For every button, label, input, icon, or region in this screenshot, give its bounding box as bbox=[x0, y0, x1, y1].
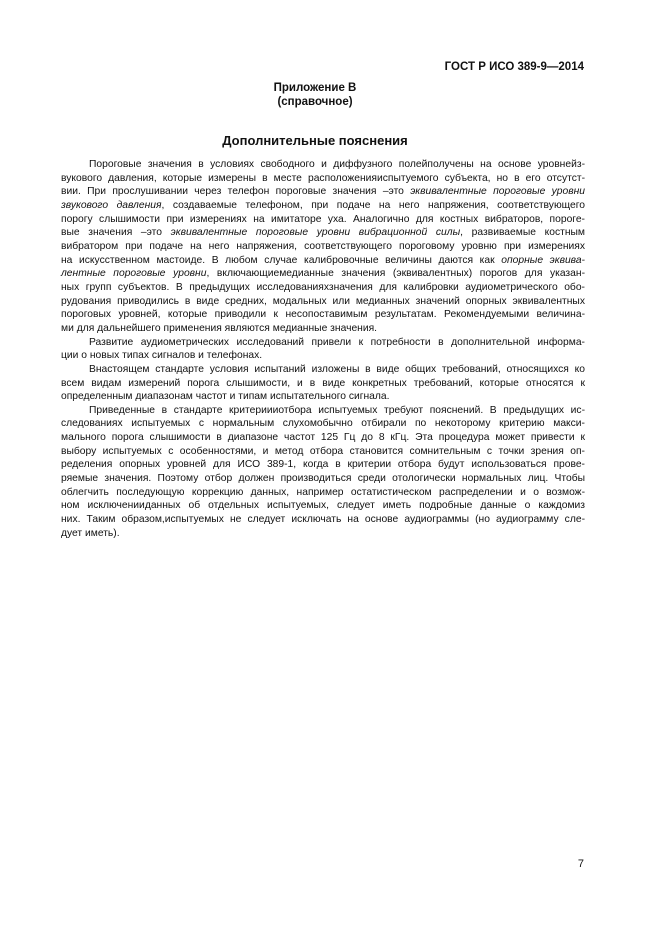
paragraph bbox=[61, 158, 585, 336]
page-number: 7 bbox=[577, 858, 584, 870]
line-text: вибратором при подаче на него напряжения, соответствующего пороговому уровню при измерениях bbox=[61, 240, 585, 252]
text-line bbox=[61, 185, 585, 199]
line-text: , создаваемые телефоном, при подаче на него напряжения, соответствующего bbox=[161, 199, 586, 211]
text-line bbox=[61, 417, 585, 431]
line-text: рудования приводились в виде средних, модальных или медианных значений опорных эквивалентных bbox=[61, 295, 585, 307]
paragraph bbox=[61, 336, 585, 363]
text-line bbox=[61, 527, 585, 541]
text-line bbox=[61, 472, 585, 486]
line-text: ном исключенииданных об отдельных испытуемых, следует иметь подробные данные о каждомиз bbox=[61, 500, 585, 512]
line-text: ряемые значения. Поэтому отбор должен производиться среди отологически нормальных лиц. Чтобы bbox=[61, 473, 585, 485]
italic-term: эквивалентные пороговые уровни вибрационной силы bbox=[170, 227, 461, 239]
annex-title: Приложение В bbox=[273, 82, 357, 94]
italic-term: лентные пороговые уровни bbox=[61, 268, 207, 280]
text-line bbox=[61, 308, 585, 322]
line-text: Приведенные в стандарте критериииотбора испытуемых требуют пояснений. В предыдущих ис- bbox=[89, 404, 585, 416]
italic-term: эквивалентные пороговые уровни bbox=[410, 186, 585, 198]
text-line bbox=[61, 363, 585, 377]
text-line bbox=[61, 404, 585, 418]
text-line bbox=[61, 458, 585, 472]
text-line bbox=[61, 513, 585, 527]
paragraph bbox=[61, 404, 585, 541]
text-line bbox=[61, 226, 585, 240]
text-line bbox=[61, 281, 585, 295]
line-text: облегчить последующую коррекцию данных, например остатистическом распределении и о возмож- bbox=[61, 486, 585, 498]
annex-header bbox=[0, 82, 630, 109]
italic-term: звукового давления bbox=[61, 199, 162, 211]
text-line bbox=[61, 486, 585, 500]
text-line bbox=[61, 322, 585, 336]
line-text: пороговых уровней, которые приводили к несопоставимым результатам. Рекомендуемыми величина- bbox=[61, 309, 585, 321]
line-text: мального порога слышимости в диапазоне частот 125 Гц до 8 кГц. Эта процедура может привести к bbox=[61, 432, 585, 444]
line-text: ределения опорных уровней для ИСО 389-1, когда в критерии отбора будут использоваться прове- bbox=[61, 459, 585, 471]
text-line bbox=[61, 199, 585, 213]
document-code: ГОСТ Р ИСО 389-9—2014 bbox=[444, 61, 584, 73]
text-line bbox=[61, 349, 585, 363]
line-text: определенным диапазонам частот и типам испытательного сигнала. bbox=[61, 391, 390, 403]
line-text: порогу слышимости при измерениях на имитаторе уха. Аналогично для костных вибраторов, пороге- bbox=[61, 213, 585, 225]
line-text: всем видам измерений порога слышимости, и в виде конкретных требований, которые относятся к bbox=[61, 377, 585, 389]
line-text: вукового давления, которые измерены в месте расположенияиспытуемого субъекта, но в его отсутст- bbox=[61, 172, 585, 184]
text-line bbox=[61, 336, 585, 350]
text-line bbox=[61, 431, 585, 445]
line-text: Внастоящем стандарте условия испытаний изложены в виде общих требований, относящихся ко bbox=[89, 363, 585, 375]
line-text: них. Таким образом,испытуемых не следует исключать на основе аудиограммы (но аудиограмму сле- bbox=[61, 514, 585, 526]
line-text: , развиваемые костным bbox=[460, 227, 586, 239]
text-line bbox=[61, 295, 585, 309]
line-text: , включающиемедианные значения (эквивалентных) порогов для указан- bbox=[206, 268, 585, 280]
paragraph bbox=[61, 363, 585, 404]
line-text: Пороговые значения в условиях свободного и диффузного полейполучены на основе уровнейз- bbox=[89, 159, 585, 170]
text-line bbox=[61, 267, 585, 281]
annex-type: (справочное) bbox=[277, 95, 353, 108]
line-text: ных групп субъектов. В предыдущих исследованияхзначения для калибровки аудиометрического обо- bbox=[61, 281, 585, 293]
line-text: следованиях испытуемых с нормальным слухомобычно отбирали по некоторому критерию макси- bbox=[61, 418, 585, 430]
line-text: на искусственном мастоиде. В любом случае калибровочные величины даются как bbox=[61, 254, 502, 266]
text-line bbox=[61, 213, 585, 227]
line-text: вии. При прослушивании через телефон пороговые значения –это bbox=[61, 186, 411, 198]
line-text: ми для дальнейшего применения являются медианные значения. bbox=[61, 322, 378, 334]
line-text: вые значения –это bbox=[61, 227, 171, 239]
line-text: выбору испытуемых с особенностями, и метод отбора становится сомнительным с точки зрения оп- bbox=[61, 445, 585, 457]
line-text: Развитие аудиометрических исследований привели к потребности в дополнительной информа- bbox=[89, 336, 585, 348]
text-line bbox=[61, 158, 585, 172]
line-text: ции о новых типах сигналов и телефонах. bbox=[61, 350, 263, 362]
section-heading: Дополнительные пояснения bbox=[222, 133, 408, 148]
text-line bbox=[61, 172, 585, 186]
text-line bbox=[61, 390, 585, 404]
line-text: дует иметь). bbox=[61, 527, 120, 539]
text-line bbox=[61, 240, 585, 254]
text-line bbox=[61, 254, 585, 268]
text-line bbox=[61, 377, 585, 391]
italic-term: опорные эквива- bbox=[501, 254, 585, 266]
text-line bbox=[61, 499, 585, 513]
body-text bbox=[61, 158, 585, 540]
text-line bbox=[61, 445, 585, 459]
